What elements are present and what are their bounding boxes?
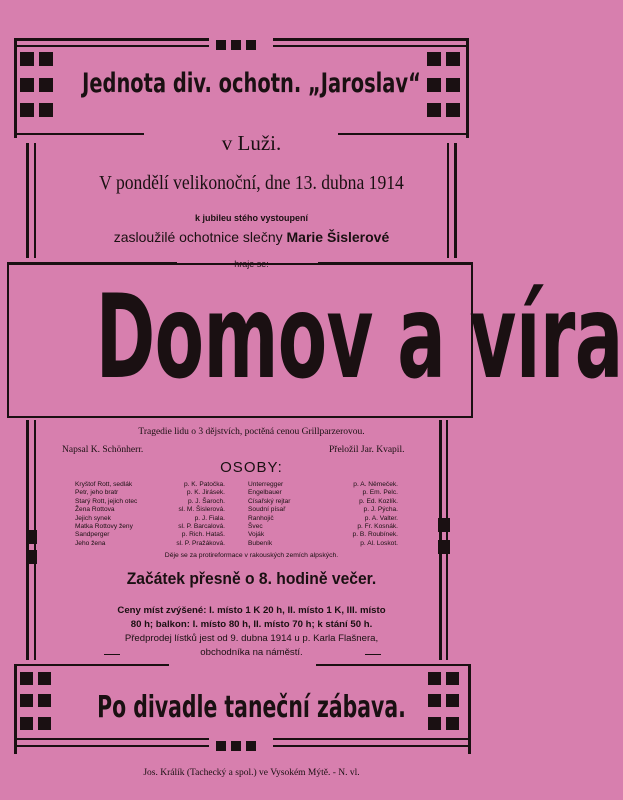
cast-row: Starý Rott, jejich otec p. J. Šaroch. — [75, 497, 225, 505]
cast-row: Bubeník p. Al. Loskot. — [248, 539, 398, 547]
cast-setting: Děje se za protireformace v rakouských zemích alpských. — [164, 552, 339, 559]
after-show-dance: Po divadle taneční zábava. — [97, 690, 406, 725]
presale-line: obchodníka na náměstí. — [200, 647, 303, 658]
right-frame-line — [468, 664, 471, 754]
top-border-line — [14, 38, 209, 41]
cast-list-left — [75, 481, 225, 548]
play-translator: Přeložil Jar. Kvapil. — [329, 445, 405, 455]
ornament-square — [246, 741, 256, 751]
jubilee-note: k jubileu stého vystoupení — [194, 213, 309, 223]
play-subtitle: Tragedie lidu o 3 dějstvích, poctěná cenou Grillparzerovou. — [138, 427, 365, 437]
cast-list-right — [248, 481, 398, 548]
honoree-prefix: zasloužilé ochotnice slečny — [113, 229, 283, 245]
prices-line: Ceny míst zvýšené: I. místo 1 K 20 h, II. místo 1 K, III. místo — [117, 605, 386, 616]
presale-line: Předprodej lístků jest od 9. dubna 1914 u p. Karla Flašnera, — [124, 633, 379, 644]
printer-credit: Jos. Králík (Tachecký a spol.) ve Vysokém Mýtě. - N. vl. — [143, 768, 360, 778]
cast-row: Soudní písař p. J. Pýcha. — [248, 506, 398, 514]
top-border-line — [273, 45, 469, 47]
start-time: Začátek přesně o 8. hodině večer. — [126, 569, 377, 588]
cast-row: Petr, jeho bratr p. K. Jirásek. — [75, 489, 225, 497]
plays-label: hraje se: — [234, 259, 269, 269]
ornament-square — [231, 40, 241, 50]
bottom-border-line — [14, 745, 209, 747]
cast-row: Unterregger p. A. Němeček. — [248, 481, 398, 488]
ornament-square — [246, 40, 256, 50]
ornament-square — [26, 530, 37, 544]
cast-row: Kryštof Rott, sedlák p. K. Patočka. — [75, 481, 225, 488]
ornament-square — [438, 518, 450, 532]
title-box-rule — [7, 262, 177, 265]
title-box-rule — [318, 262, 473, 265]
cast-row: Voják p. B. Roubínek. — [248, 531, 398, 539]
top-border-line — [273, 38, 469, 41]
honoree-name: Marie Šislerové — [286, 229, 390, 245]
cast-heading: OSOBY: — [220, 459, 283, 476]
ornament-square — [231, 741, 241, 751]
place-name: v Luži. — [221, 131, 282, 155]
honoree-line — [0, 229, 503, 245]
performance-date: V pondělí velikonoční, dne 13. dubna 1914 — [99, 172, 404, 194]
prices-line: 80 h; balkon: I. místo 80 h, II. místo 70 h; k stání 50 h. — [130, 619, 373, 630]
ornament-square — [216, 40, 226, 50]
cast-row: Jejich synek p. J. Fiala. — [75, 514, 225, 522]
cast-row: Žena Rottova sl. M. Šislerová. — [75, 506, 225, 514]
right-frame-line — [466, 38, 469, 138]
top-border-line — [14, 45, 209, 47]
cast-row: Matka Rottovy ženy sl. P. Barcalová. — [75, 523, 225, 531]
bottom-border-line — [14, 664, 169, 666]
bottom-border-line — [316, 664, 471, 666]
corner-grid-ornament — [20, 52, 56, 124]
corner-grid-ornament — [428, 672, 464, 734]
play-author: Napsal K. Schönherr. — [62, 445, 144, 455]
cast-row: Švec p. Fr. Kosnák. — [248, 523, 398, 531]
cast-row: Sandperger p. Rich. Hataš. — [75, 531, 225, 539]
bottom-border-line — [273, 745, 471, 747]
left-frame-line — [14, 664, 17, 754]
cast-row: Jeho žena sl. P. Pražáková. — [75, 539, 225, 547]
cast-row: Engelbauer p. Em. Pelc. — [248, 489, 398, 497]
corner-grid-ornament — [20, 672, 56, 734]
play-title: Domov a víra — [95, 270, 623, 405]
cast-row: Ranhojič p. A. Valter. — [248, 514, 398, 522]
ornament-square — [216, 741, 226, 751]
bottom-border-line — [14, 738, 209, 740]
left-frame-line — [14, 38, 17, 138]
society-name: Jednota div. ochotn. „Jaroslav“ — [82, 68, 421, 99]
bottom-border-line — [273, 738, 471, 740]
dash-ornament — [104, 654, 120, 655]
cast-row: Císařský rejtar p. Ed. Kozlík. — [248, 497, 398, 505]
dash-ornament — [365, 654, 381, 655]
